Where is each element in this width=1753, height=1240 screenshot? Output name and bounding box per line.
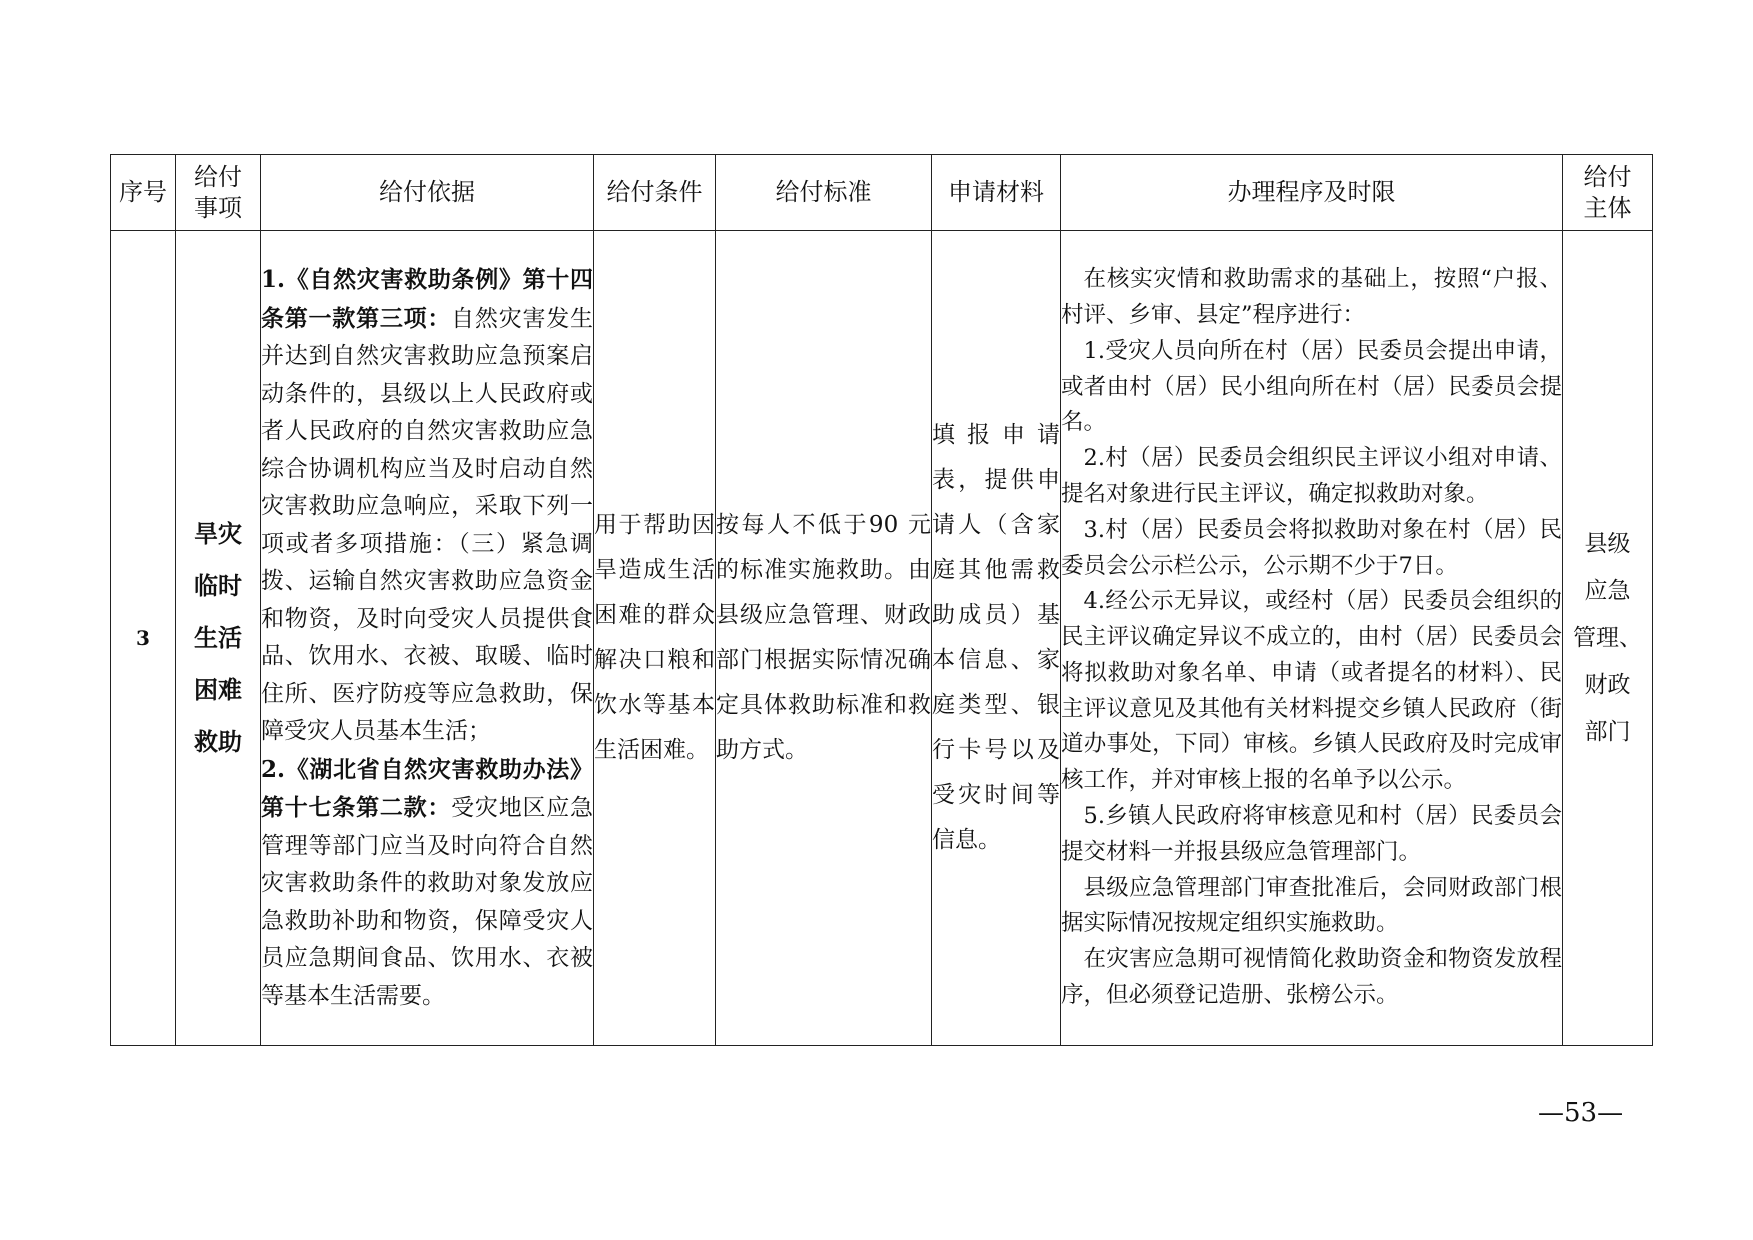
assistance-table xyxy=(110,154,1653,1046)
header-item-line1: 给付 xyxy=(194,162,242,191)
procedure-step: 3.村（居）民委员会将拟救助对象在村（居）民委员会公示栏公示，公示期不少于7日。 xyxy=(1061,516,1562,579)
header-item xyxy=(176,155,261,231)
basis-text: 自然灾害发生并达到自然灾害救助应急预案启动条件的，县级以上人民政府或者人民政府的自然灾害救助应急综合协调机构应当及时启动自然灾害救助应急响应，采取下列一项或者多项措施：（三）紧急调拨、运输自然灾害救助应急资金和物资，及时向受灾人员提供食品、饮用水、衣被、取暖、临时住所、医疗防疫等应急救助，保障受灾人员基本生活； xyxy=(261,305,594,744)
row-subject-line: 财政 xyxy=(1584,671,1631,698)
header-standard: 给付标准 xyxy=(716,155,932,231)
row-procedure xyxy=(1061,231,1563,1046)
procedure-step: 4.经公示无异议，或经村（居）民委员会组织的民主评议确定异议不成立的，由村（居）民委员会将拟救助对象名单、申请（或者提名的材料）、民主评议意见及其他有关材料提交乡镇人民政府（街道办事处，下同）审核。乡镇人民政府及时完成审核工作，并对审核上报的名单予以公示。 xyxy=(1061,588,1562,794)
row-item-line: 旱灾 xyxy=(194,520,242,548)
procedure-step: 2.村（居）民委员会组织民主评议小组对申请、提名对象进行民主评议，确定拟救助对象。 xyxy=(1061,445,1562,507)
basis-heading: 2.《湖北省自然灾害救助办法》第十七条第二款： xyxy=(261,755,593,821)
row-subject-line: 应急 xyxy=(1584,577,1631,604)
row-basis xyxy=(261,231,594,1046)
row-materials: 填报申请表，提供申请人（含家庭其他需救助成员）基本信息、家庭类型、银行卡号以及受灾时间等信息。 xyxy=(932,231,1061,1046)
procedure-step: 5.乡镇人民政府将审核意见和村（居）民委员会提交材料一并报县级应急管理部门。 xyxy=(1061,803,1562,865)
row-item-line: 生活 xyxy=(194,624,242,652)
page-number: —53— xyxy=(1538,1098,1624,1128)
procedure-step: 1.受灾人员向所在村（居）民委员会提出申请，或者由村（居）民小组向所在村（居）民委员会提名。 xyxy=(1061,337,1562,436)
header-procedure: 办理程序及时限 xyxy=(1061,155,1563,231)
row-standard: 按每人不低于90 元的标准实施救助。由县级应急管理、财政部门根据实际情况确定具体救助标准和救助方式。 xyxy=(716,231,932,1046)
row-item xyxy=(176,231,261,1046)
header-condition: 给付条件 xyxy=(594,155,716,231)
row-item-line: 救助 xyxy=(194,728,242,756)
header-item-line2: 事项 xyxy=(194,193,242,222)
header-materials: 申请材料 xyxy=(932,155,1061,231)
header-subject-line1: 给付 xyxy=(1583,162,1632,191)
basis-paragraph xyxy=(261,751,593,1016)
row-subject xyxy=(1563,231,1653,1046)
row-subject-line: 管理、 xyxy=(1573,624,1642,651)
header-basis: 给付依据 xyxy=(261,155,594,231)
header-seq: 序号 xyxy=(111,155,176,231)
header-subject-line2: 主体 xyxy=(1583,193,1632,222)
row-subject-line: 县级 xyxy=(1584,530,1631,557)
basis-paragraph xyxy=(261,261,593,751)
basis-text: 受灾地区应急管理等部门应当及时向符合自然灾害救助条件的救助对象发放应急救助补助和物资，保障受灾人员应急期间食品、饮用水、衣被等基本生活需要。 xyxy=(261,795,594,1009)
row-subject-line: 部门 xyxy=(1584,718,1631,745)
row-condition: 用于帮助因旱造成生活困难的群众解决口粮和饮水等基本生活困难。 xyxy=(594,231,716,1046)
basis-heading: 1.《自然灾害救助条例》第十四条第一款第三项： xyxy=(261,266,593,332)
procedure-step: 在核实灾情和救助需求的基础上，按照“户报、村评、乡审、县定”程序进行： xyxy=(1061,266,1562,328)
procedure-step: 在灾害应急期可视情简化救助资金和物资发放程序，但必须登记造册、张榜公示。 xyxy=(1061,946,1562,1009)
row-item-line: 困难 xyxy=(194,676,242,704)
header-subject xyxy=(1563,155,1653,231)
row-item-line: 临时 xyxy=(194,572,242,600)
table-row xyxy=(111,231,1653,1046)
header-row xyxy=(111,155,1653,231)
procedure-step: 县级应急管理部门审查批准后，会同财政部门根据实际情况按规定组织实施救助。 xyxy=(1061,874,1562,937)
row-seq: 3 xyxy=(111,231,176,1046)
